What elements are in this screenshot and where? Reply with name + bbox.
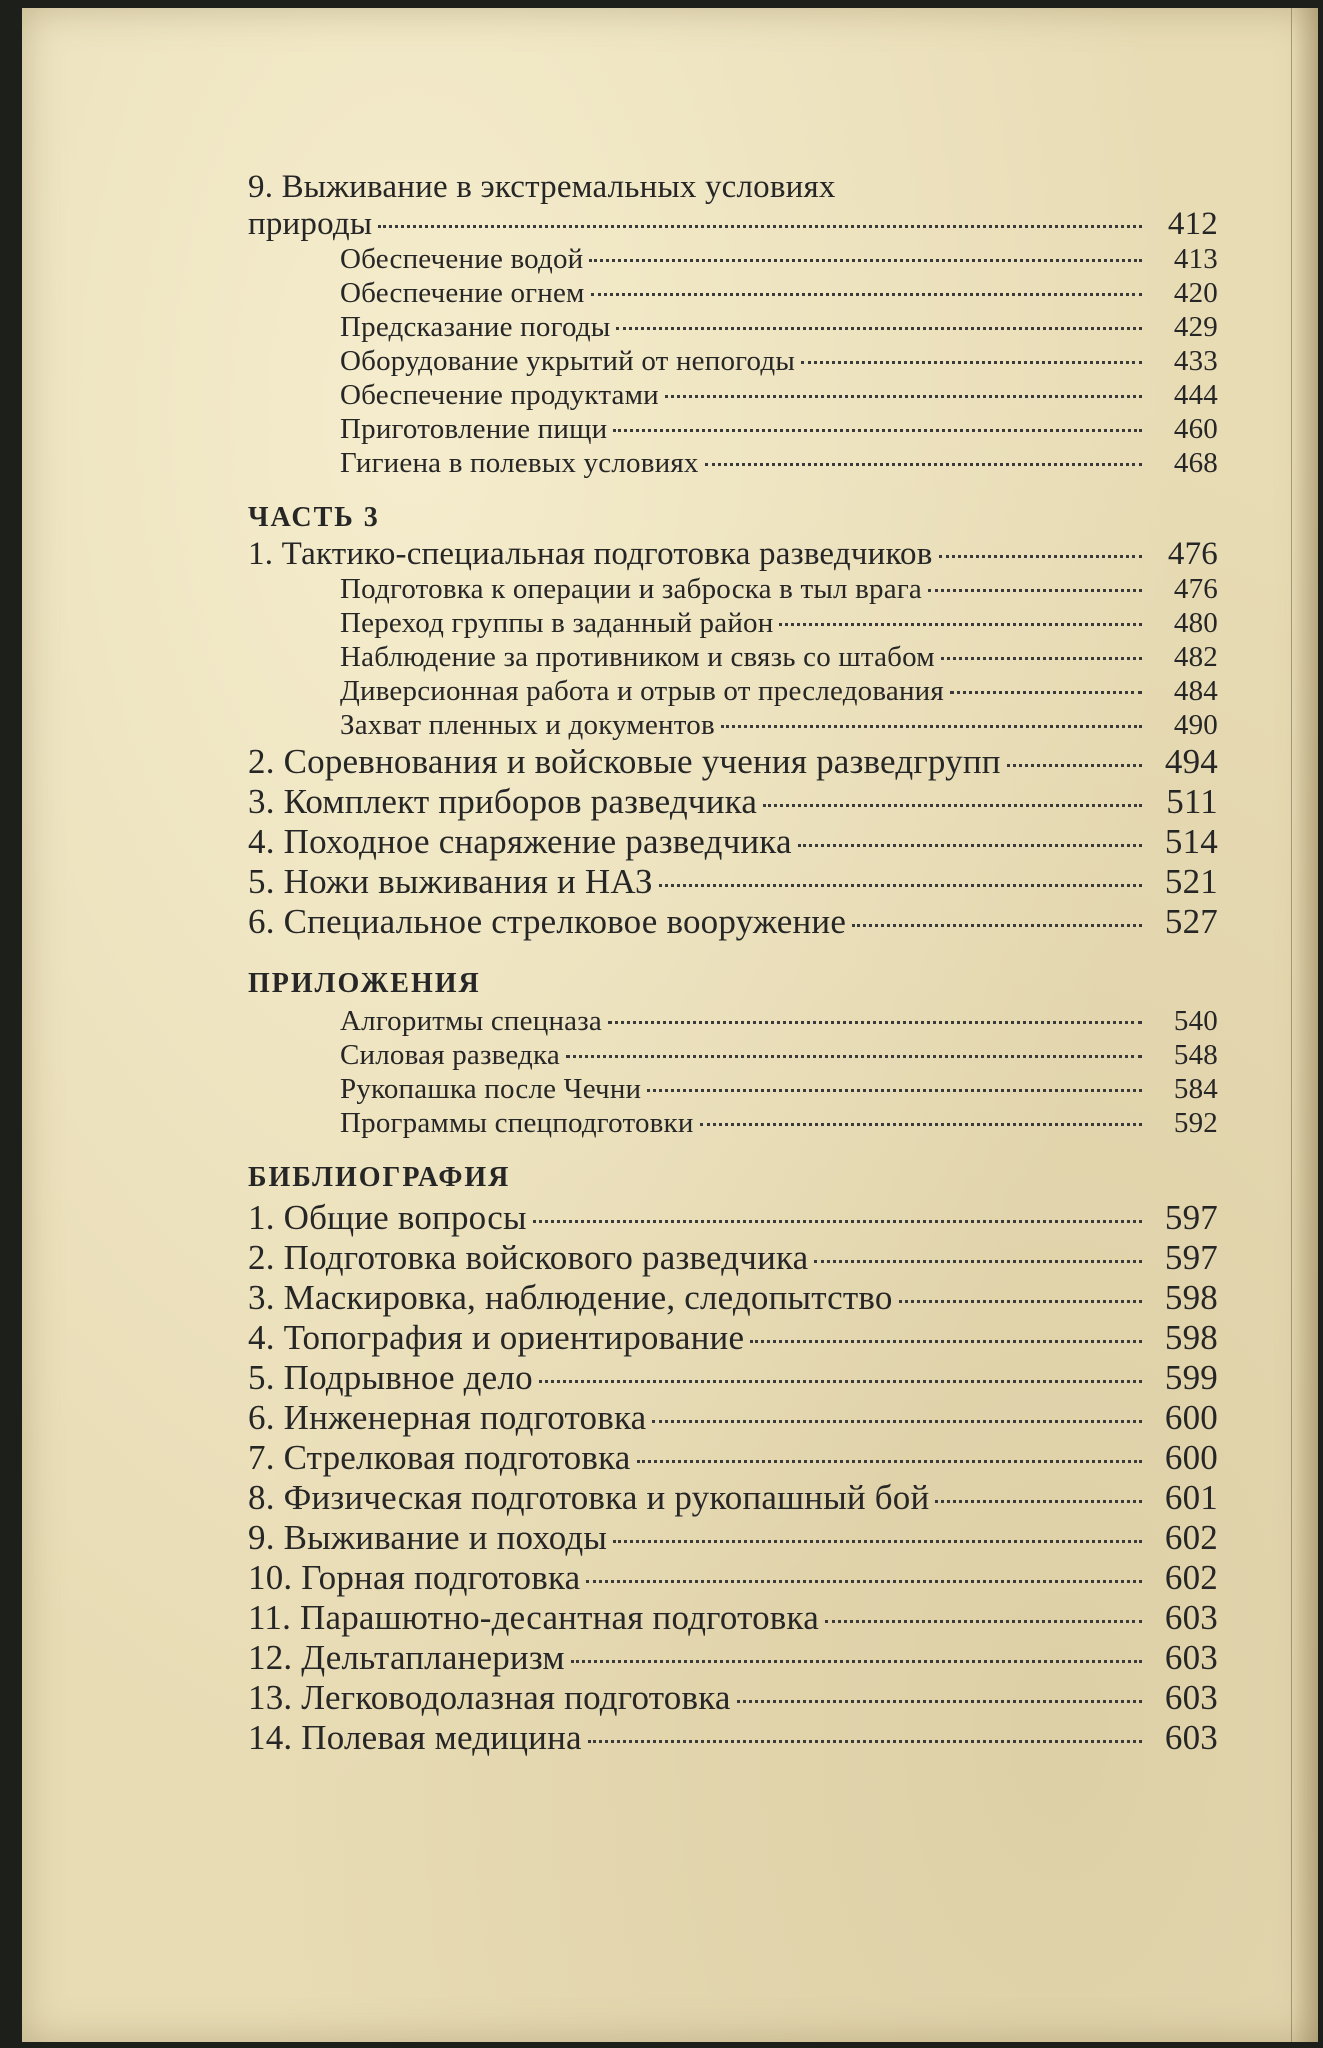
toc-page-number: 540 xyxy=(1173,1005,1218,1037)
toc-entry-title-line xyxy=(248,166,1218,208)
toc-entry-label: 2. Соревнования и войсковые учения разведгрупп xyxy=(248,742,1001,781)
toc-page-number: 527 xyxy=(1164,902,1218,941)
toc-page-number: 597 xyxy=(1164,1238,1218,1277)
dot-leader xyxy=(814,1260,1142,1263)
dot-leader xyxy=(588,1740,1142,1743)
toc-entry-label: 1. Тактико-специальная подготовка разведчиков xyxy=(248,536,933,572)
dot-leader xyxy=(616,327,1142,330)
dot-leader xyxy=(613,1540,1142,1543)
dot-leader xyxy=(801,361,1142,364)
toc-entry-label: Захват пленных и документов xyxy=(340,709,715,741)
toc-entry xyxy=(248,310,1218,344)
dot-leader xyxy=(928,589,1142,592)
toc-entry-label: природы xyxy=(248,206,373,242)
toc-page-number: 601 xyxy=(1164,1478,1218,1517)
toc-subitems xyxy=(248,242,1218,480)
toc-page-number: 429 xyxy=(1173,311,1218,343)
toc-entry-label: Приготовление пищи xyxy=(340,413,608,445)
toc-entry-label: 3. Комплект приборов разведчика xyxy=(248,782,758,821)
toc-entry-label: 1. Общие вопросы xyxy=(248,1198,527,1237)
toc-page-number: 480 xyxy=(1173,607,1218,639)
toc-entry xyxy=(248,1598,1218,1638)
toc-entry xyxy=(248,276,1218,310)
toc-entry xyxy=(248,538,1218,572)
toc-page-number: 603 xyxy=(1164,1638,1218,1677)
toc-page-number: 597 xyxy=(1164,1198,1218,1237)
toc-entry-label: Гигиена в полевых условиях xyxy=(340,447,699,479)
toc-entry-label: 2. Подготовка войскового разведчика xyxy=(248,1238,809,1277)
toc-entry xyxy=(248,902,1218,942)
toc-entry xyxy=(248,640,1218,674)
toc-entry-label: 4. Походное снаряжение разведчика xyxy=(248,822,792,861)
toc-entry xyxy=(248,1318,1218,1358)
dot-leader xyxy=(950,691,1142,694)
toc-entry-label: 13. Легководолазная подготовка xyxy=(248,1678,731,1717)
dot-leader xyxy=(566,1055,1142,1058)
toc-entry-label: Программы спецподготовки xyxy=(340,1107,694,1139)
toc-page-number: 514 xyxy=(1164,822,1218,861)
toc-page-number: 584 xyxy=(1173,1073,1218,1105)
toc-page-number: 433 xyxy=(1173,345,1218,377)
dot-leader xyxy=(798,844,1142,847)
dot-leader xyxy=(700,1123,1142,1126)
toc-entry-label: Подготовка к операции и заброска в тыл врага xyxy=(340,573,922,605)
dot-leader xyxy=(941,657,1142,660)
toc-entry xyxy=(248,572,1218,606)
toc-page-number: 521 xyxy=(1164,862,1218,901)
dot-leader xyxy=(378,225,1142,228)
toc-entry xyxy=(248,1278,1218,1318)
book-page xyxy=(22,8,1318,2042)
dot-leader xyxy=(608,1021,1142,1024)
dot-leader xyxy=(665,395,1142,398)
dot-leader xyxy=(571,1660,1142,1663)
dot-leader xyxy=(939,555,1142,558)
dot-leader xyxy=(825,1620,1142,1623)
toc-entry xyxy=(248,446,1218,480)
toc-entry xyxy=(248,412,1218,446)
toc-page-number: 602 xyxy=(1164,1558,1218,1597)
toc-page-number: 600 xyxy=(1164,1438,1218,1477)
dot-leader xyxy=(721,725,1142,728)
toc-page-number: 413 xyxy=(1173,243,1218,275)
toc-entry-label: Переход группы в заданный район xyxy=(340,607,774,639)
toc-entry xyxy=(248,782,1218,822)
toc-chapters xyxy=(248,742,1218,942)
toc-entry-label: Наблюдение за противником и связь со штабом xyxy=(340,641,935,673)
toc-page-number: 460 xyxy=(1173,413,1218,445)
dot-leader xyxy=(659,884,1142,887)
toc-entry xyxy=(248,1072,1218,1106)
toc-page-number: 484 xyxy=(1173,675,1218,707)
toc-entry-label: 8. Физическая подготовка и рукопашный бой xyxy=(248,1478,930,1517)
toc-entry-label: Оборудование укрытий от непогоды xyxy=(340,345,796,377)
dot-leader xyxy=(935,1500,1142,1503)
toc-entry-label: 5. Подрывное дело xyxy=(248,1358,533,1397)
toc-entry xyxy=(248,242,1218,276)
toc-entry-label: Алгоритмы спецназа xyxy=(340,1005,602,1037)
toc-entry-label: Рукопашка после Чечни xyxy=(340,1073,642,1105)
toc-page-number: 476 xyxy=(1173,573,1218,605)
toc-page-number: 490 xyxy=(1173,709,1218,741)
toc-entry xyxy=(248,1438,1218,1478)
toc-page-number: 412 xyxy=(1167,206,1218,242)
toc-entry xyxy=(248,1358,1218,1398)
dot-leader xyxy=(586,1580,1142,1583)
dot-leader xyxy=(779,623,1142,626)
dot-leader xyxy=(647,1089,1142,1092)
section-heading: ЧАСТЬ 3 xyxy=(248,502,380,533)
toc-entries xyxy=(248,1198,1218,1758)
dot-leader xyxy=(533,1220,1142,1223)
toc-page-number: 511 xyxy=(1166,782,1218,821)
toc-entry xyxy=(248,822,1218,862)
toc-page-number: 598 xyxy=(1164,1318,1218,1357)
toc-entry xyxy=(248,1106,1218,1140)
toc-page-number: 603 xyxy=(1164,1678,1218,1717)
dot-leader xyxy=(852,924,1142,927)
toc-entry xyxy=(248,344,1218,378)
toc-entry xyxy=(248,862,1218,902)
toc-entry xyxy=(248,208,1218,242)
dot-leader xyxy=(613,429,1142,432)
toc-entry-label: 7. Стрелковая подготовка xyxy=(248,1438,631,1477)
toc-entry xyxy=(248,1518,1218,1558)
toc-entry-label: 11. Парашютно-десантная подготовка xyxy=(248,1598,819,1637)
toc-page-number: 420 xyxy=(1173,277,1218,309)
toc-entry-label: 6. Инженерная подготовка xyxy=(248,1398,647,1437)
dot-leader xyxy=(591,293,1142,296)
toc-entry-label: 5. Ножи выживания и НАЗ xyxy=(248,862,653,901)
toc-entry xyxy=(248,378,1218,412)
toc-entry-label: Обеспечение продуктами xyxy=(340,379,659,411)
toc-page-number: 602 xyxy=(1164,1518,1218,1557)
toc-entry xyxy=(248,1238,1218,1278)
dot-leader xyxy=(539,1380,1142,1383)
toc-page-number: 598 xyxy=(1164,1278,1218,1317)
toc-entry xyxy=(248,708,1218,742)
toc-page-number: 482 xyxy=(1173,641,1218,673)
toc-entry-label: Диверсионная работа и отрыв от преследования xyxy=(340,675,944,707)
dot-leader xyxy=(1007,764,1142,767)
dot-leader xyxy=(737,1700,1142,1703)
dot-leader xyxy=(705,463,1142,466)
toc-entry-label: 10. Горная подготовка xyxy=(248,1558,581,1597)
toc-entry xyxy=(248,1558,1218,1598)
toc-page-number: 548 xyxy=(1173,1039,1218,1071)
toc-entry-label: 6. Специальное стрелковое вооружение xyxy=(248,902,847,941)
toc-page-number: 603 xyxy=(1164,1718,1218,1757)
toc-page-number: 494 xyxy=(1164,742,1218,781)
toc-entry xyxy=(248,742,1218,782)
page-edge xyxy=(1291,8,1318,2042)
toc-page-number: 476 xyxy=(1167,536,1218,572)
toc-entry-label: Силовая разведка xyxy=(340,1039,560,1071)
toc-subitems xyxy=(248,1004,1218,1140)
dot-leader xyxy=(652,1420,1142,1423)
section-heading: ПРИЛОЖЕНИЯ xyxy=(248,968,481,999)
toc-entry xyxy=(248,1198,1218,1238)
dot-leader xyxy=(763,804,1142,807)
toc-entry xyxy=(248,1004,1218,1038)
toc-entry xyxy=(248,1478,1218,1518)
dot-leader xyxy=(589,259,1142,262)
section-heading: БИБЛИОГРАФИЯ xyxy=(248,1162,511,1193)
toc-page-number: 599 xyxy=(1164,1358,1218,1397)
dot-leader xyxy=(899,1300,1142,1303)
toc-page-number: 600 xyxy=(1164,1398,1218,1437)
toc-page-number: 468 xyxy=(1173,447,1218,479)
toc-entry xyxy=(248,1038,1218,1072)
toc-entry-label: Предсказание погоды xyxy=(340,311,611,343)
dot-leader xyxy=(637,1460,1142,1463)
toc-page-number: 603 xyxy=(1164,1598,1218,1637)
toc-entry-label: 9. Выживание в экстремальных условиях xyxy=(248,169,836,205)
toc-entry-label: 9. Выживание и походы xyxy=(248,1518,608,1557)
toc-entry-label: 12. Дельтапланеризм xyxy=(248,1638,565,1677)
toc-entry xyxy=(248,1718,1218,1758)
toc-entry xyxy=(248,1678,1218,1718)
toc-entry xyxy=(248,606,1218,640)
toc-entry xyxy=(248,1638,1218,1678)
toc-entry-label: 14. Полевая медицина xyxy=(248,1718,582,1757)
toc-subitems xyxy=(248,572,1218,742)
toc-entry-label: Обеспечение огнем xyxy=(340,277,585,309)
toc-entry-label: 4. Топография и ориентирование xyxy=(248,1318,745,1357)
toc-page-number: 592 xyxy=(1173,1107,1218,1139)
toc-page-number: 444 xyxy=(1173,379,1218,411)
toc-entry-label: Обеспечение водой xyxy=(340,243,584,275)
dot-leader xyxy=(750,1340,1142,1343)
toc-entry xyxy=(248,1398,1218,1438)
toc-entry-label: 3. Маскировка, наблюдение, следопытство xyxy=(248,1278,893,1317)
table-of-contents xyxy=(248,166,1218,1758)
toc-entry xyxy=(248,674,1218,708)
